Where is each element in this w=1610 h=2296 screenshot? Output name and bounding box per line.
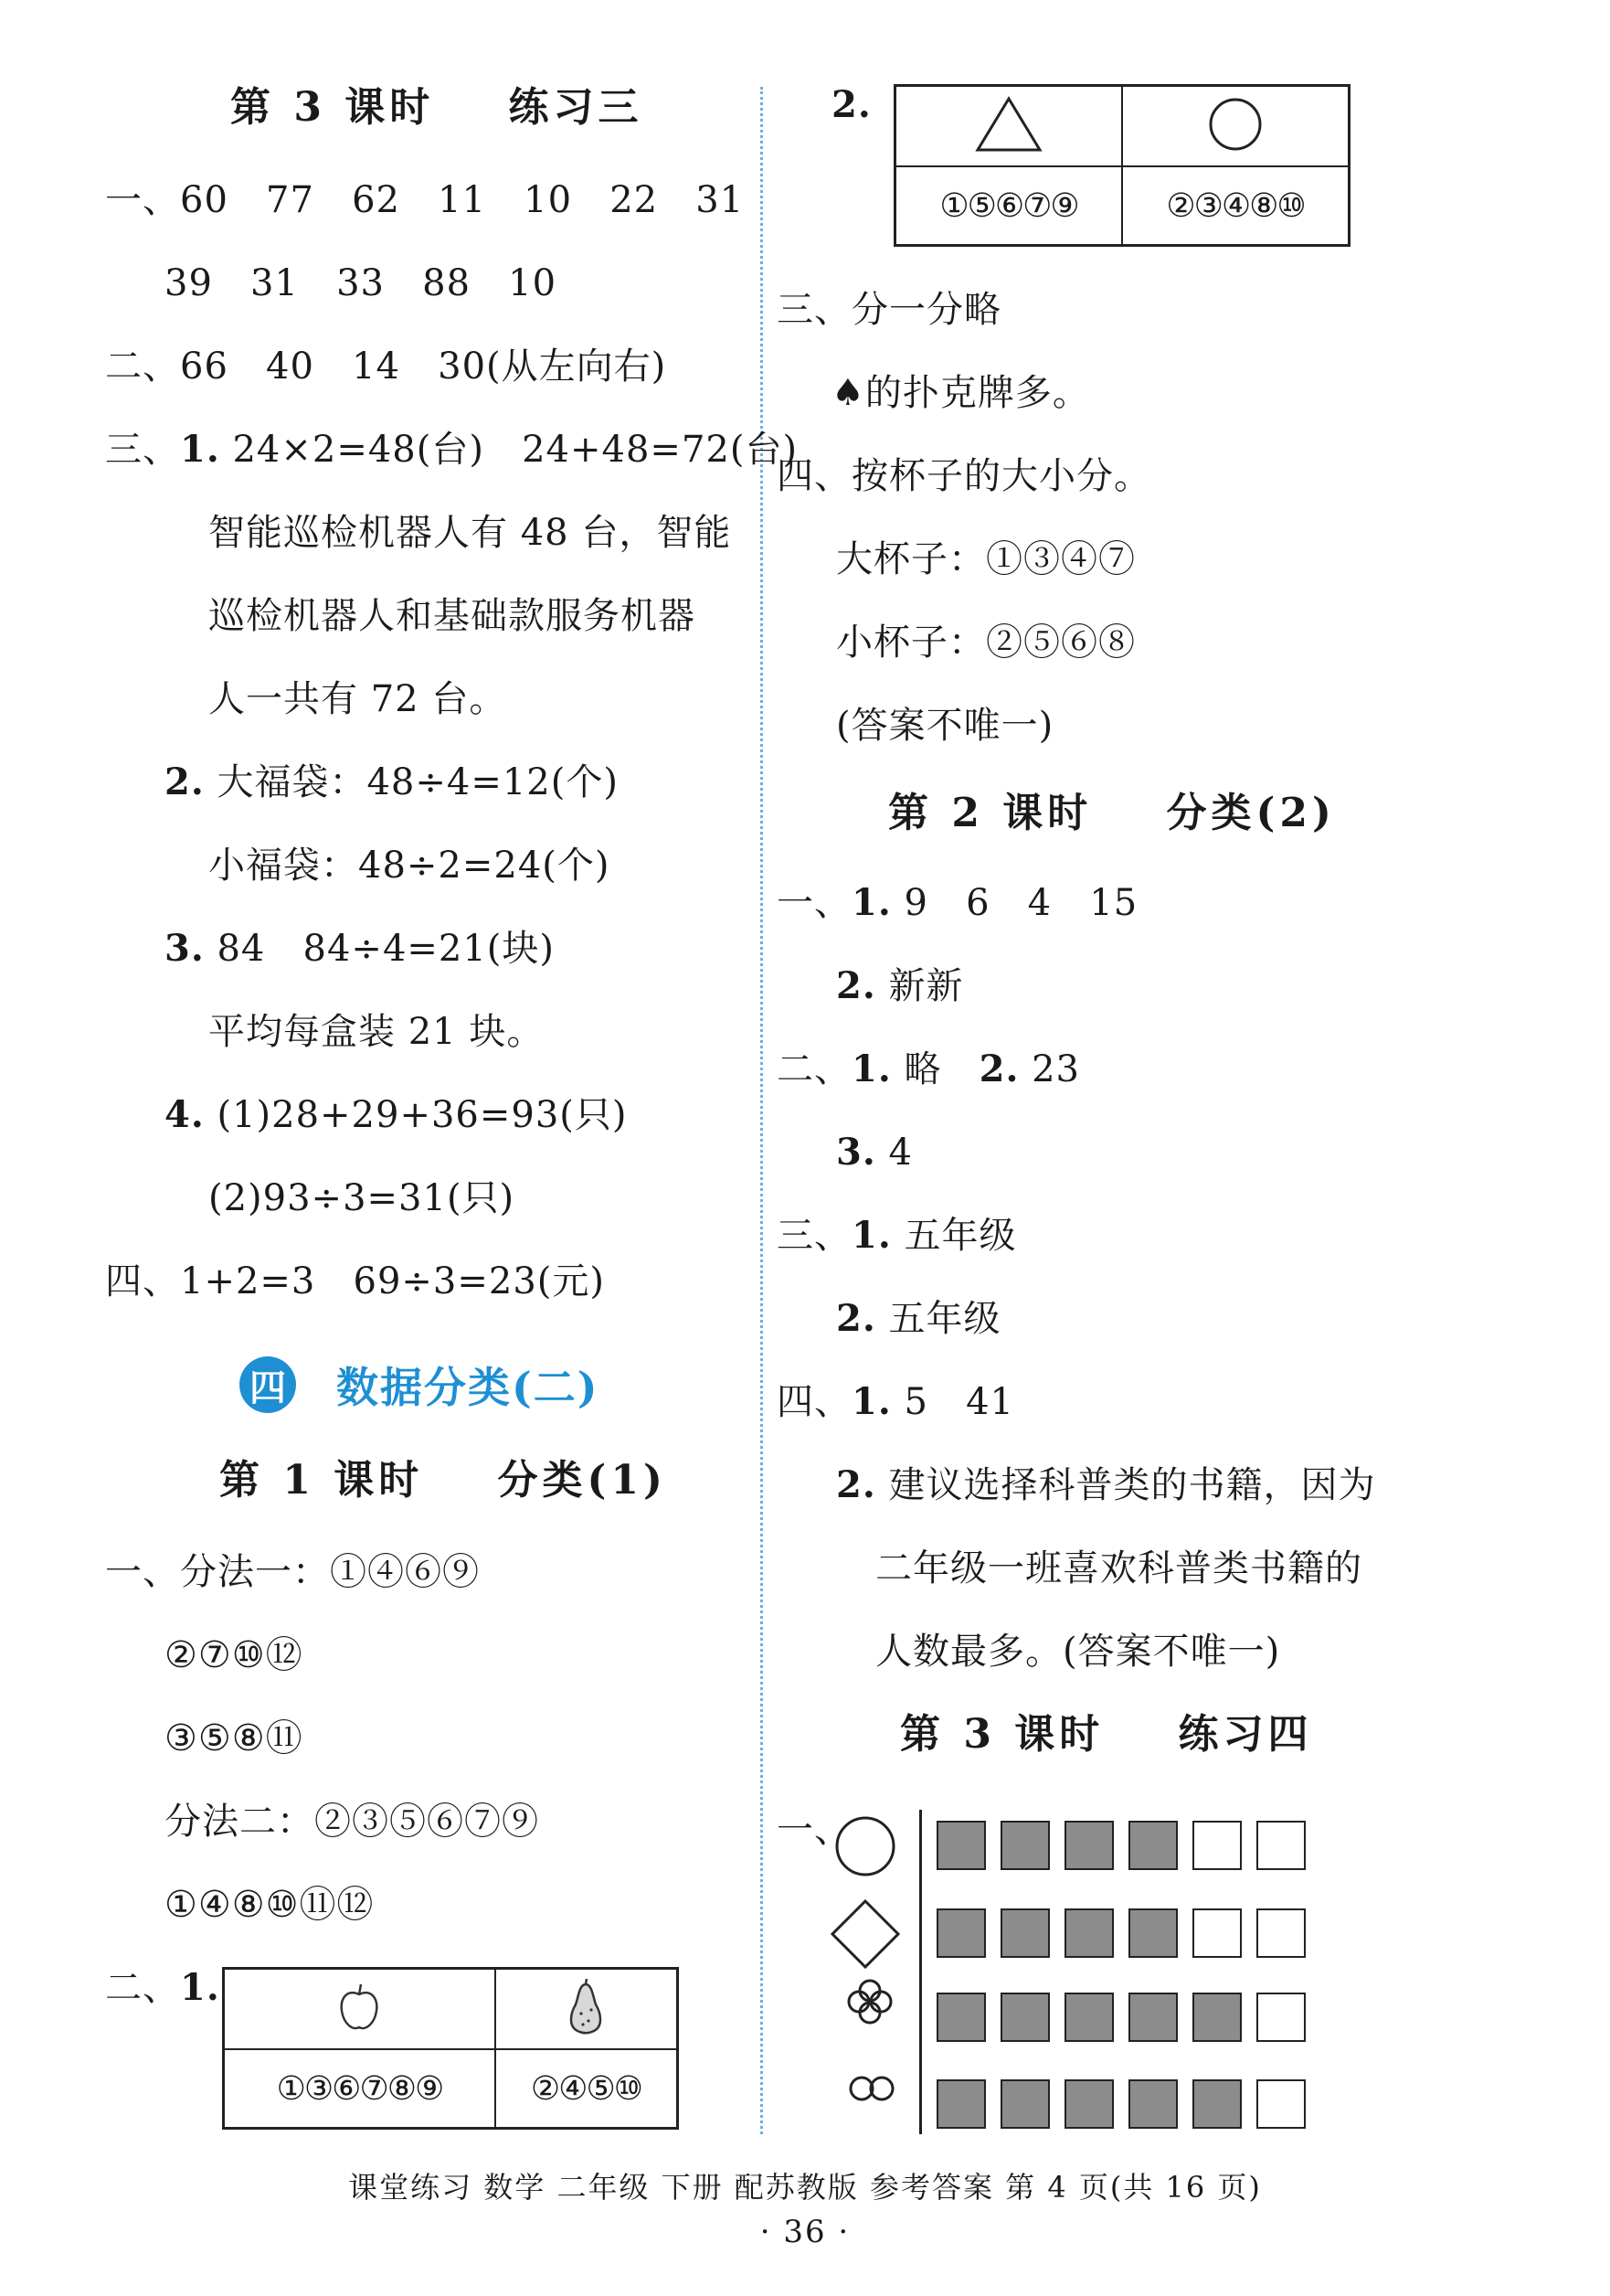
infinity-icon <box>848 2073 895 2104</box>
empty-square <box>1256 2079 1306 2129</box>
filled-square <box>1128 1993 1178 2042</box>
empty-square <box>1256 1993 1306 2042</box>
answer-line: 39 31 33 88 10 <box>164 262 557 304</box>
pictograph-row-diamond <box>937 1908 1320 1958</box>
filled-square <box>1128 1908 1178 1958</box>
flower-icon <box>845 1977 895 2026</box>
pear-numbers: ②④⑤⑩ <box>495 2049 678 2129</box>
circle-icon <box>1122 86 1350 167</box>
circle-icon <box>833 1814 897 1878</box>
answer-line: 分法二：②③⑤⑥⑦⑨ <box>164 1801 539 1843</box>
empty-square <box>1256 1821 1306 1870</box>
answer-line: 四、1. 5 41 <box>777 1380 1014 1423</box>
triangle-icon <box>895 86 1123 167</box>
pictograph-row-flower <box>937 1993 1320 2042</box>
answer-line: 人一共有 72 台。 <box>208 678 507 720</box>
answer-line: 平均每盒装 21 块。 <box>208 1011 545 1053</box>
answer-line: ①④⑧⑩⑪⑫ <box>164 1884 375 1926</box>
answer-line: 2. 五年级 <box>836 1297 1001 1340</box>
filled-square <box>1128 1821 1178 1870</box>
empty-square <box>1256 1908 1306 1958</box>
filled-square <box>1001 2079 1050 2129</box>
filled-square <box>1192 1993 1242 2042</box>
answer-line: (2)93÷3=31(只) <box>208 1177 515 1219</box>
pictograph-axis <box>919 1810 922 2134</box>
answer-line: 三、1. 五年级 <box>777 1214 1017 1257</box>
diamond-icon <box>830 1898 901 1970</box>
filled-square <box>937 1908 986 1958</box>
page-number: · 36 · <box>759 2214 851 2250</box>
filled-square <box>1065 1993 1114 2042</box>
circle-numbers: ②③④⑧⑩ <box>1122 166 1350 246</box>
answer-line: 3. 4 <box>836 1131 913 1174</box>
answer-line: 二年级一班喜欢科普类书籍的 <box>875 1547 1362 1589</box>
page-footer: 课堂练习 数学 二年级 下册 配苏教版 参考答案 第 4 页(共 16 页) <box>348 2170 1262 2205</box>
answer-line: 2. 大福袋：48÷4=12(个) <box>164 760 619 803</box>
filled-square <box>1001 1821 1050 1870</box>
answer-line: 人数最多。(答案不唯一) <box>875 1631 1281 1673</box>
answer-line: 三、1. 24×2=48(台) 24+48=72(台) <box>105 428 799 471</box>
answer-line: 一、60 77 62 11 10 22 31 <box>105 179 745 221</box>
answer-line: 二、1. <box>105 1966 220 2009</box>
answer-line: ②⑦⑩⑫ <box>164 1634 303 1676</box>
unit-number-badge: 四 <box>239 1356 296 1413</box>
pictograph-row-circle <box>937 1821 1320 1870</box>
answer-line: 巡检机器人和基础款服务机器 <box>208 595 695 637</box>
answer-line: ③⑤⑧⑪ <box>164 1717 303 1759</box>
answer-line: 四、1+2=3 69÷3=23(元) <box>105 1260 606 1302</box>
filled-square <box>1065 1908 1114 1958</box>
answer-line: 大杯子：①③④⑦ <box>836 538 1136 580</box>
apple-numbers: ①③⑥⑦⑧⑨ <box>224 2049 495 2129</box>
answer-line: ♠的扑克牌多。 <box>831 372 1090 414</box>
unit-name: 数据分类(二) <box>336 1363 599 1412</box>
empty-square <box>1192 1908 1242 1958</box>
question-number: 2. <box>831 83 872 126</box>
apple-icon <box>224 1969 495 2050</box>
filled-square <box>937 1993 986 2042</box>
answer-line: 小杯子：②⑤⑥⑧ <box>836 622 1136 664</box>
triangle-numbers: ①⑤⑥⑦⑨ <box>895 166 1123 246</box>
unit-title <box>239 1355 599 1415</box>
answer-line: (答案不唯一) <box>836 705 1054 747</box>
filled-square <box>1001 1908 1050 1958</box>
empty-square <box>1192 1821 1242 1870</box>
answer-line: 2. 建议选择科普类的书籍，因为 <box>836 1463 1376 1506</box>
section-title-lesson-2: 第 2 课时 分类(2) <box>888 790 1336 836</box>
column-divider <box>760 87 763 2134</box>
answer-line: 二、66 40 14 30(从左向右) <box>105 345 667 388</box>
answer-line: 小福袋：48÷2=24(个) <box>208 845 610 887</box>
answer-line: 智能巡检机器人有 48 台，智能 <box>208 512 732 554</box>
answer-line: 2. 新新 <box>836 964 964 1007</box>
filled-square <box>937 1821 986 1870</box>
answer-line: 4. (1)28+29+36=93(只) <box>164 1093 628 1136</box>
filled-square <box>1128 2079 1178 2129</box>
filled-square <box>1065 1821 1114 1870</box>
answer-line: 三、分一分略 <box>777 289 1001 331</box>
answer-line: 3. 84 84÷4=21(块) <box>164 927 556 970</box>
fruit-classification-table <box>222 1967 679 2130</box>
answer-line: 一、分法一：①④⑥⑨ <box>105 1551 480 1593</box>
pear-icon <box>495 1969 678 2050</box>
answer-line: 一、1. 9 6 4 15 <box>777 881 1139 924</box>
filled-square <box>1192 2079 1242 2129</box>
filled-square <box>1065 2079 1114 2129</box>
answer-line: 一、 <box>777 1809 852 1851</box>
pictograph-row-infinity <box>937 2079 1320 2129</box>
section-title-practice-4: 第 3 课时 练习四 <box>900 1711 1313 1758</box>
answer-line: 四、按杯子的大小分。 <box>777 455 1151 497</box>
filled-square <box>1001 1993 1050 2042</box>
section-title-lesson-1: 第 1 课时 分类(1) <box>219 1457 667 1504</box>
answer-line: 二、1. 略 2. 23 <box>777 1047 1081 1090</box>
shape-classification-table <box>894 84 1350 247</box>
filled-square <box>937 2079 986 2129</box>
section-title-practice-3: 第 3 课时 练习三 <box>230 84 643 131</box>
